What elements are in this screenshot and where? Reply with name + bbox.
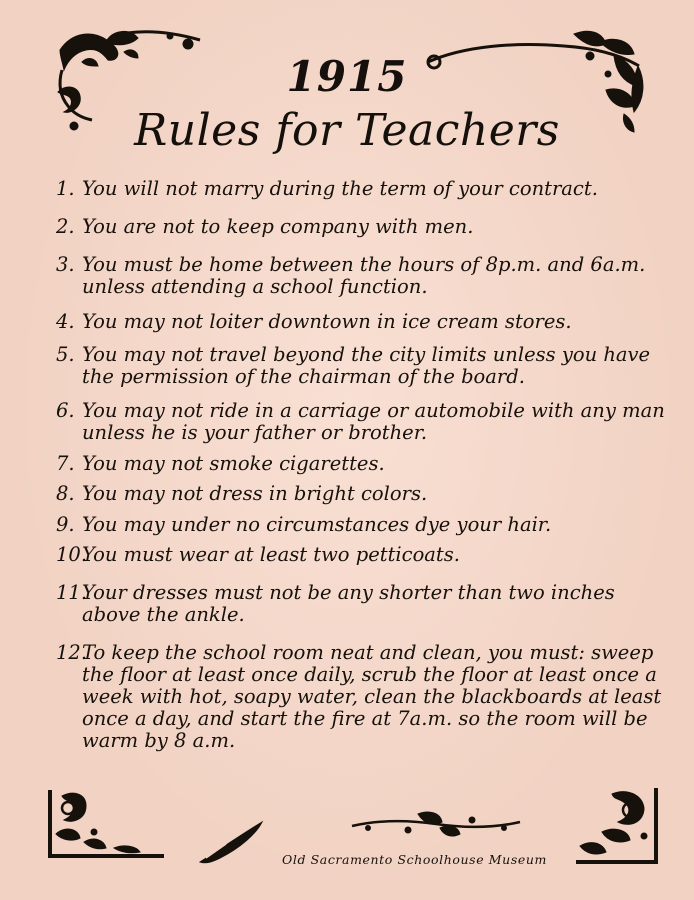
rule-item bbox=[56, 216, 676, 238]
rule-number: 12. bbox=[56, 641, 88, 664]
rule-number: 2. bbox=[56, 215, 75, 238]
rule-number: 10. bbox=[56, 543, 88, 566]
floral-corner-icon bbox=[572, 786, 664, 874]
rule-text: You are not to keep company with men. bbox=[82, 215, 474, 238]
rule-number: 8. bbox=[56, 482, 75, 505]
rule-item bbox=[56, 400, 676, 444]
rule-item bbox=[56, 311, 676, 333]
rule-item bbox=[56, 483, 676, 505]
rule-number: 1. bbox=[56, 177, 75, 200]
rule-item bbox=[56, 544, 676, 566]
rule-text: You must wear at least two petticoats. bbox=[82, 543, 460, 566]
rule-item bbox=[56, 642, 676, 752]
rule-text: You may not smoke cigarettes. bbox=[82, 452, 385, 475]
rule-text: You may not travel beyond the city limits unless you have the permission of the chairman of the board. bbox=[82, 343, 651, 388]
rule-text: You will not marry during the term of your contract. bbox=[82, 177, 598, 200]
rule-text: You may not loiter downtown in ice cream stores. bbox=[82, 310, 572, 333]
rule-number: 11. bbox=[56, 581, 88, 604]
poster-heading: Rules for Teachers bbox=[134, 105, 560, 156]
rule-number: 7. bbox=[56, 452, 75, 475]
museum-credit: Old Sacramento Schoolhouse Museum bbox=[282, 852, 547, 867]
quill-pen-icon bbox=[196, 818, 268, 866]
rule-text: To keep the school room neat and clean, you must: sweep the floor at least once daily, scrub the floor at least once a week with hot, soapy water, clean the blackboards at least once a day, and start the fire at 7a.m. so the room will be warm by 8 a.m. bbox=[82, 641, 662, 752]
poster-year: 1915 bbox=[286, 52, 408, 101]
floral-divider-icon bbox=[348, 808, 524, 840]
rule-number: 4. bbox=[56, 310, 75, 333]
rule-text: You may under no circumstances dye your hair. bbox=[82, 513, 552, 536]
floral-corner-icon bbox=[44, 786, 174, 870]
rule-number: 5. bbox=[56, 343, 75, 366]
rule-text: Your dresses must not be any shorter than two inches above the ankle. bbox=[82, 581, 615, 626]
rule-number: 6. bbox=[56, 399, 75, 422]
rule-item bbox=[56, 254, 676, 298]
rule-item bbox=[56, 514, 676, 536]
rule-text: You may not dress in bright colors. bbox=[82, 482, 428, 505]
rule-item bbox=[56, 582, 676, 626]
rule-number: 9. bbox=[56, 513, 75, 536]
rule-text: You must be home between the hours of 8p.m. and 6a.m. unless attending a school function. bbox=[82, 253, 646, 298]
rule-item bbox=[56, 178, 676, 200]
rule-item bbox=[56, 344, 676, 388]
rule-number: 3. bbox=[56, 253, 75, 276]
rule-item bbox=[56, 453, 676, 475]
rule-text: You may not ride in a carriage or automobile with any man unless he is your father or brother. bbox=[82, 399, 665, 444]
